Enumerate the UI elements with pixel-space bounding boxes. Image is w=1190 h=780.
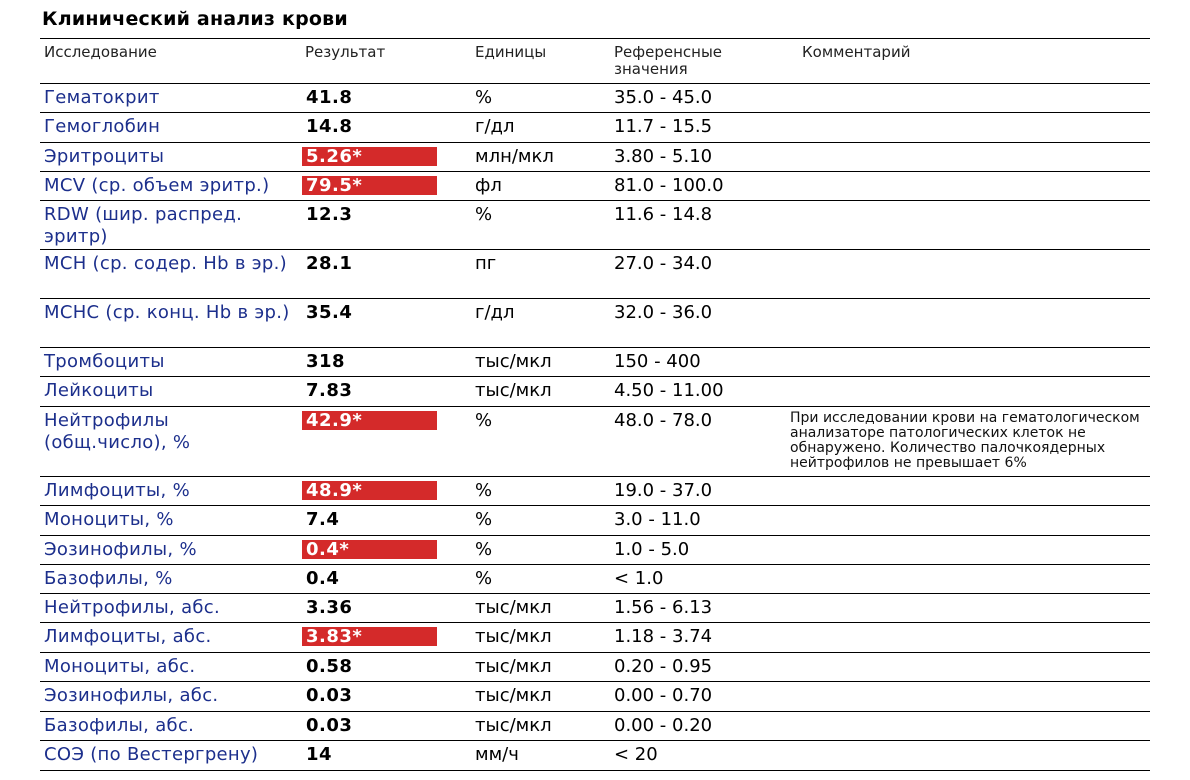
reference-range: 4.50 - 11.00 (614, 380, 724, 401)
table-row (40, 536, 1150, 565)
unit-value: тыс/мкл (475, 380, 552, 401)
unit-value: тыс/мкл (475, 351, 552, 372)
result-value: 0.03 (306, 685, 353, 706)
table-row (40, 201, 1150, 250)
header-study: Исследование (44, 43, 157, 61)
table-row (40, 712, 1150, 741)
table-row (40, 565, 1150, 594)
result-value: 0.58 (306, 656, 353, 677)
reference-range: < 1.0 (614, 568, 664, 589)
unit-value: % (475, 568, 493, 589)
test-name: Базофилы, абс. (44, 715, 195, 736)
result-value: 12.3 (306, 204, 353, 225)
result-value: 35.4 (306, 302, 353, 323)
result-value: 0.4 (306, 568, 340, 589)
result-value: 7.4 (306, 509, 340, 530)
test-name: Гематокрит (44, 87, 160, 108)
unit-value: г/дл (475, 302, 515, 323)
table-row (40, 299, 1150, 348)
reference-range: 0.00 - 0.20 (614, 715, 713, 736)
test-name: Моноциты, % (44, 509, 174, 530)
unit-value: тыс/мкл (475, 597, 552, 618)
reference-range: 32.0 - 36.0 (614, 302, 713, 323)
reference-range: < 20 (614, 744, 658, 765)
table-row (40, 250, 1150, 299)
unit-value: тыс/мкл (475, 626, 552, 647)
unit-value: % (475, 204, 493, 225)
reference-range: 19.0 - 37.0 (614, 480, 713, 501)
result-value-abnormal: 0.4* (302, 540, 437, 559)
comment-text: При исследовании крови на гематологическом анализаторе патологических клеток не обнаружено. Количество палочкоядерных нейтрофилов не превышает 6% (790, 410, 1140, 471)
table-row (40, 682, 1150, 712)
table-header (40, 38, 1150, 84)
result-value: 14 (306, 744, 333, 765)
table-row (40, 653, 1150, 682)
result-value: 7.83 (306, 380, 353, 401)
test-name: MCHC (ср. конц. Hb в эр.) (44, 302, 290, 323)
table-row (40, 84, 1150, 113)
reference-range: 1.18 - 3.74 (614, 626, 713, 647)
result-value: 41.8 (306, 87, 353, 108)
result-value: 3.36 (306, 597, 353, 618)
reference-range: 3.80 - 5.10 (614, 146, 713, 167)
reference-range: 11.6 - 14.8 (614, 204, 713, 225)
result-value-abnormal: 3.83* (302, 627, 437, 646)
table-body (40, 84, 1150, 771)
table-row (40, 407, 1150, 477)
unit-value: тыс/мкл (475, 685, 552, 706)
reference-range: 81.0 - 100.0 (614, 175, 724, 196)
test-name: Гемоглобин (44, 116, 161, 137)
test-name: Эритроциты (44, 146, 165, 167)
reference-range: 27.0 - 34.0 (614, 253, 713, 274)
result-value: 0.03 (306, 715, 353, 736)
unit-value: % (475, 410, 493, 431)
test-name: Тромбоциты (44, 351, 165, 372)
table-row (40, 377, 1150, 407)
unit-value: фл (475, 175, 502, 196)
test-name: Базофилы, % (44, 568, 173, 589)
reference-range: 0.00 - 0.70 (614, 685, 713, 706)
reference-range: 11.7 - 15.5 (614, 116, 713, 137)
test-name: MCH (ср. содер. Hb в эр.) (44, 253, 288, 274)
table-row (40, 594, 1150, 623)
test-name: Лимфоциты, абс. (44, 626, 212, 647)
test-name: MCV (ср. объем эритр.) (44, 175, 270, 196)
result-value: 14.8 (306, 116, 353, 137)
unit-value: % (475, 539, 493, 560)
unit-value: тыс/мкл (475, 656, 552, 677)
reference-range: 150 - 400 (614, 351, 701, 372)
unit-value: пг (475, 253, 497, 274)
table-row (40, 477, 1150, 506)
table-row (40, 623, 1150, 653)
test-name: СОЭ (по Вестергрену) (44, 744, 259, 765)
result-value-abnormal: 48.9* (302, 481, 437, 500)
table-row (40, 143, 1150, 172)
header-reference: Референсные значения (614, 43, 723, 78)
table-row (40, 113, 1150, 143)
reference-range: 1.0 - 5.0 (614, 539, 690, 560)
table-row (40, 741, 1150, 771)
results-table (40, 38, 1150, 771)
test-name: Лейкоциты (44, 380, 154, 401)
test-name: Моноциты, абс. (44, 656, 196, 677)
header-result: Результат (305, 43, 386, 61)
result-value-abnormal: 42.9* (302, 411, 437, 430)
test-name: Эозинофилы, абс. (44, 685, 219, 706)
test-name: Нейтрофилы (общ.число), % (44, 410, 191, 453)
unit-value: % (475, 509, 493, 530)
unit-value: % (475, 480, 493, 501)
test-name: Лимфоциты, % (44, 480, 191, 501)
test-name: Нейтрофилы, абс. (44, 597, 221, 618)
table-row (40, 348, 1150, 377)
unit-value: млн/мкл (475, 146, 554, 167)
reference-range: 35.0 - 45.0 (614, 87, 713, 108)
result-value: 28.1 (306, 253, 353, 274)
unit-value: мм/ч (475, 744, 519, 765)
unit-value: % (475, 87, 493, 108)
page-title: Клинический анализ крови (42, 8, 348, 30)
result-value-abnormal: 5.26* (302, 147, 437, 166)
unit-value: г/дл (475, 116, 515, 137)
unit-value: тыс/мкл (475, 715, 552, 736)
table-row (40, 506, 1150, 536)
reference-range: 48.0 - 78.0 (614, 410, 713, 431)
header-comment: Комментарий (802, 43, 911, 61)
reference-range: 3.0 - 11.0 (614, 509, 701, 530)
result-value-abnormal: 79.5* (302, 176, 437, 195)
header-units: Единицы (475, 43, 547, 61)
test-name: Эозинофилы, % (44, 539, 197, 560)
reference-range: 0.20 - 0.95 (614, 656, 713, 677)
reference-range: 1.56 - 6.13 (614, 597, 713, 618)
result-value: 318 (306, 351, 346, 372)
test-name: RDW (шир. распред. эритр) (44, 204, 243, 247)
table-row (40, 172, 1150, 201)
